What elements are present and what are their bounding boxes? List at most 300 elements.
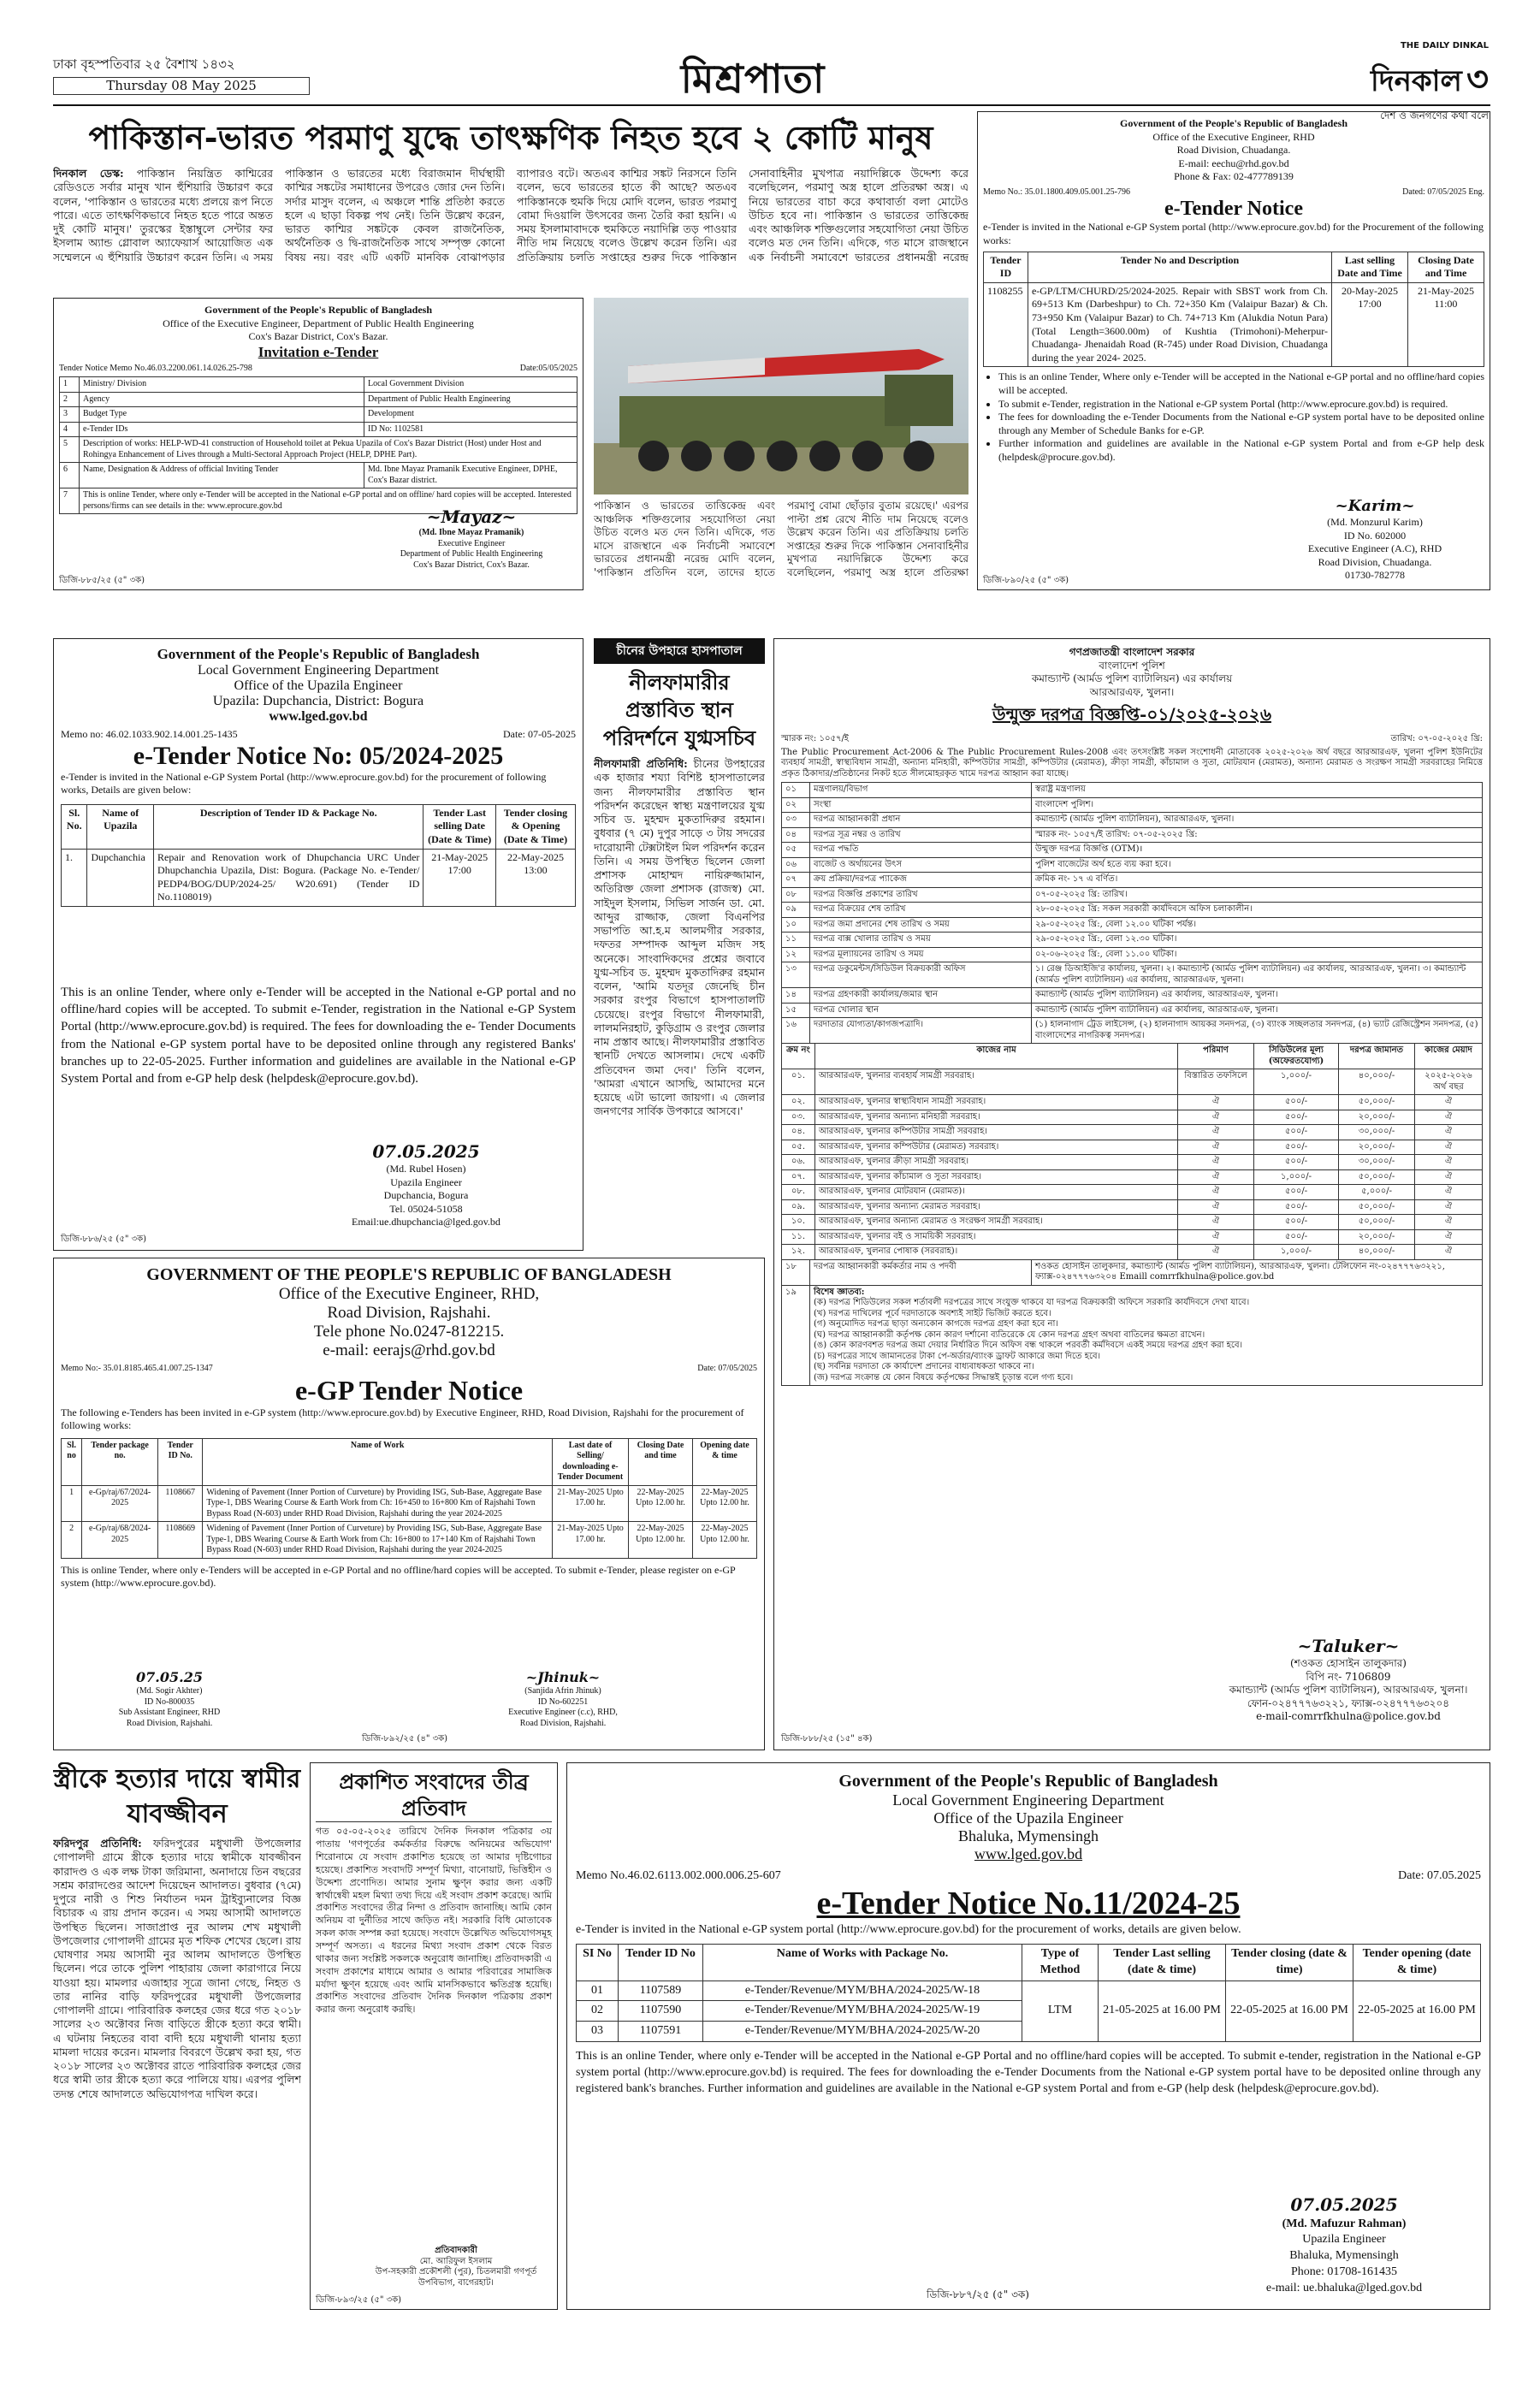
signature-mark: ~Karim~ (1335, 496, 1415, 515)
table-row (782, 1155, 1483, 1170)
cell: দরপত্র জমা প্রদানের শেষ তারিখ ও সময় (810, 917, 1032, 933)
sign-name: মো. আরিফুল ইসলাম (419, 2256, 493, 2266)
cell: 1. (62, 849, 87, 906)
table-row (782, 1003, 1483, 1018)
header-cell: Closing Date and Time (1408, 252, 1484, 282)
cell: 22-May-2025 Upto 12.00 hr. (629, 1485, 693, 1522)
sign-title: কমান্ড্যান্ট (আর্মড পুলিশ ব্যাটালিয়ন), আরআরএফ, খুলনা। (1229, 1684, 1468, 1696)
cell: ৫০০/- (1254, 1229, 1339, 1245)
sign-title: Upazila Engineer (390, 1175, 462, 1188)
sign-place: Bhaluka, Mymensingh (1289, 2249, 1399, 2263)
cell: ID No: 1102581 (364, 422, 578, 437)
cell: ঐ (1415, 1110, 1483, 1125)
cell: 03 (577, 2022, 619, 2042)
header-cell: Tender closing & Opening (Date & Time) (495, 804, 575, 849)
cell: বাজেট ও অর্থায়নের উৎস (810, 857, 1032, 873)
cell: বাংলাদেশ পুলিশ। (1032, 797, 1483, 813)
dphe-gov: Government of the People's Republic of Bangladesh (204, 304, 432, 316)
table-header (984, 252, 1484, 282)
cell: Widening of Pavement (Inner Portion of Curveture) by Providing ISG, Sub-Base, Aggregate Base Type-1, DBS Wearing Course & Earth Work from Ch: 16+800 to 17+140 Km of Rajshahi Town Bypass Road (N-603) under RHD Road Division, Rajshahi during the year 2024-2025 (203, 1522, 553, 1559)
table-header (782, 1044, 1483, 1069)
header-cell: Tender ID No. (158, 1438, 203, 1485)
dphe-signature (377, 506, 566, 571)
cell: স্মারক নং- ১০৫৭/ই তারিখ: ০৭-০৫-২০২৫ খ্রি: (1032, 827, 1483, 843)
header-cell: সিডিউলের মূল্য (অফেরতযোগ্য) (1254, 1044, 1339, 1069)
cell: ঐ (1415, 1245, 1483, 1260)
cell: ০১. (782, 1069, 815, 1095)
cell: Budget Type (80, 407, 364, 423)
cell: ০৪. (782, 1125, 815, 1140)
cell: 1 (60, 377, 80, 393)
cell: ১১. (782, 1229, 815, 1245)
sign-name: (Md. Mafuzur Rahman) (1282, 2217, 1407, 2230)
header-cell: Tender package no. (82, 1438, 158, 1485)
cell: দরপত্র ডকুমেন্টস/সিডিউল বিক্রয়কারী অফিস (810, 962, 1032, 988)
cell: ০৫. (782, 1140, 815, 1155)
table-row (782, 1285, 1483, 1386)
list-item: (ক) দরপত্র শিডিউলের সকল শর্তাবলী দরপত্রের সাথে সংযুক্ত থাকবে যা দরপত্র বিক্রয়কারী অফিসে সরকারি কার্যদিবসে দেখা যাবে। (814, 1298, 1250, 1308)
header-cell: দরপত্র জামানত (1339, 1044, 1415, 1069)
cell: ১৯ (782, 1285, 810, 1386)
protest-body: গত ০৫-০৫-২০২৫ তারিখে দৈনিক দিনকাল পত্রিকার ৩য় পাতায় 'গণপূর্তের কর্মকর্তার বিরুদ্ধে অনিয়মের অভিযোগ' শিরোনামে যে সংবাদ প্রকাশিত হয়েছে তা আমার দৃষ্টিগোচর হয়েছে। প্রকাশিত সংবাদটি সম্পূর্ণ মিথ্যা, বানোয়াট, ভিত্তিহীন ও উদ্দেশ্য প্রণোদিত। আমার সুনাম ক্ষুণ্ন করার জন্য একটি স্বার্থান্বেষী মহল মিথ্যা তথ্য দিয়ে এই সংবাদ প্রকাশ করেছে। আমি প্রকাশিত সংবাদের তীব্র নিন্দা ও প্রতিবাদ জানাচ্ছি। আমি কোন অনিয়ম বা দুর্নীতির সাথে জড়িত নই। সরকারি বিধি মোতাবেক সকল কাজ সম্পন্ন করা হয়েছে। সংবাদে উল্লেখিত অভিযোগসমূহ সম্পূর্ণ অসত্য। এ ধরনের মিথ্যা সংবাদ প্রকাশ থেকে বিরত থাকার জন্য সংশ্লিষ্ট সকলকে অনুরোধ জানাচ্ছি। প্রতিবাদকারী এ সংবাদ প্রকাশের মাধ্যমে আমার ও আমার পরিবারের সামাজিক মর্যাদা ক্ষুণ্ন হয়েছে এবং আমি মানসিকভাবে ক্ষতিগ্রস্ত হয়েছি। প্রকাশিত সংবাদের প্রতিবাদ দৈনিক দিনকাল পত্রিকায় প্রকাশ করার জন্য অনুরোধ করছি। (316, 1826, 552, 2016)
cell: 20-May-2025 17:00 (1332, 282, 1408, 367)
cell: দরপত্র গ্রহণকারী কার্যালয়/জমার স্থান (810, 988, 1032, 1004)
cell: ১,০০০/- (1254, 1169, 1339, 1185)
sign-phone: ফোন-০২৪৭৭৭৬৩২২১, ফ্যাক্স-০২৪৭৭৭৬৩২০৪ (1247, 1696, 1450, 1709)
cell: ঐ (1178, 1155, 1254, 1170)
cell: 1107591 (619, 2022, 703, 2042)
intro: e-Tender is invited in the National e-GP System Portal (http://www.eprocure.gov.bd) for the procurement of following works, Details are given below: (61, 770, 547, 796)
cell: ঐ (1178, 1125, 1254, 1140)
date: Date: 07-05-2025 (503, 728, 576, 740)
chuadanga-bullets (983, 370, 1484, 464)
cell: 22-May-2025 13:00 (495, 849, 575, 906)
table-row (782, 843, 1483, 858)
sign-phone: 01730-782778 (1345, 569, 1405, 582)
cell: শওকত হোসাইন তালুকদার, কমান্ড্যান্ট (আর্মড পুলিশ ব্যাটালিয়ন), আরআরএফ, খুলনা। টেলিফোন নং-০২৪৭৭৭৬৩২২১, ফ্যাক্স-০২৪৭৭৭৬৩২০৪ Emaill comrrfkhulna@police.gov.bd (1032, 1259, 1483, 1285)
phone-line: Tele phone No.0247-812215. (313, 1323, 505, 1341)
sign-id: ID No-602251 (537, 1696, 589, 1707)
cell: ১,০০০/- (1254, 1245, 1339, 1260)
footer-text: This is an online Tender, where only e-Tender will be accepted in the National e-GP Portal and no offline/hard copies will be accepted. To submit e-tender, registration in the National e-GP system portal (http://www.eprocure.gov.bd) is required. The fees for downloading the e-Tender Documents from the National e-GP system portal have to be deposited online through any registered bank's branches. Further information and guidelines are available in the National e-GP system Portal and from e-GP (help desk (helpdesk@eprocure.gov.bd). (576, 2050, 1481, 2096)
cell: Md. Ibne Mayaz Pramanik Executive Engineer, DPHE, Cox's Bazar district. (364, 463, 578, 488)
list-item: (ছ) সর্বনিম্ন দরদাতা কে কার্যাদেশ প্রদানের বাধ্যবাধকতা থাকবে না। (814, 1362, 1034, 1372)
sign-email: e-mail: ue.bhaluka@lged.gov.bd (1265, 2282, 1423, 2295)
header-cell: Type of Method (1022, 1944, 1099, 1981)
sign-title: Executive Engineer (437, 538, 506, 548)
khulna-info-table (781, 782, 1483, 1044)
cell: ০৬. (782, 1155, 815, 1170)
cell: ৪০,০০০/- (1339, 1069, 1415, 1095)
table-row (782, 827, 1483, 843)
protest-headline: প্রকাশিত সংবাদের তীব্র প্রতিবাদ (316, 1768, 552, 1822)
cell: ঐ (1178, 1095, 1254, 1110)
police-line: বাংলাদেশ পুলিশ (1099, 659, 1165, 672)
memo: Memo no: 46.02.1033.902.14.001.25-1435 (61, 728, 238, 740)
header-cell: Tender Last selling Date (Date & Time) (424, 804, 496, 849)
dphe-memo: Tender Notice Memo No.46.03.2200.061.14.026.25-798 (59, 363, 252, 373)
bhaluka-table (576, 1944, 1481, 2042)
cell: ঐ (1415, 1125, 1483, 1140)
date: তারিখ: ০৭-০৫-২০২৫ খ্রি: (1390, 734, 1483, 744)
sign-id: ID No-800035 (144, 1696, 195, 1707)
table-row (782, 903, 1483, 918)
cell: ঐ (1178, 1169, 1254, 1185)
header-cell: ক্রম নং (782, 1044, 815, 1069)
rajshahi-signature-2 (465, 1669, 661, 1729)
header-cell: Tender Last selling (date & time) (1099, 1944, 1226, 1981)
gov-line: Government of the People's Republic of Bangladesh (1120, 117, 1348, 129)
intro: e-Tender is invited in the National e-GP system portal (http://www.eprocure.gov.bd) for the procurement of works, details are given below. (576, 1922, 1241, 1936)
table-row (62, 1485, 757, 1522)
table-row (782, 813, 1483, 828)
date: Date: 07.05.2025 (1398, 1869, 1481, 1882)
cell: ১০ (782, 917, 810, 933)
cell: ০৬ (782, 857, 810, 873)
table-row (782, 1140, 1483, 1155)
cell: Dupchanchia (87, 849, 154, 906)
table-row (782, 887, 1483, 903)
dphe-date: Date:05/05/2025 (519, 363, 578, 373)
signature-date: 07.05.2025 (372, 1141, 480, 1163)
sign-phone: Tel. 05024-51058 (389, 1202, 463, 1215)
cell: ০৭-০৫-২০২৫ খ্রি: তারিখ। (1032, 887, 1483, 903)
header-cell: Last selling Date and Time (1332, 252, 1408, 282)
cell: ক্রয় প্রক্রিয়া/দরপত্র প্যাকেজ (810, 873, 1032, 888)
cell: ৫০,০০০/- (1339, 1215, 1415, 1230)
sign-place: Road Division, Rajshahi. (519, 1718, 607, 1728)
cell: ১৬ (782, 1018, 810, 1044)
chuadanga-table (983, 252, 1484, 368)
ad-ref: ডিজি-৮৮৮/২৫ (১৫" ৪ক) (781, 1733, 873, 1744)
cell: e-Tender/Revenue/MYM/BHA/2024-2025/W-20 (703, 2022, 1022, 2042)
table-row (60, 377, 578, 393)
table-row (60, 407, 578, 423)
table-row (782, 857, 1483, 873)
paper-slogan: দেশ ও জনগণের কথা বলে (1380, 109, 1489, 121)
list-item: (গ) অনুমোদিত দরপত্র ছাড়া অন্যকোন কাগজে দরপত্র গ্রহণ করা হবে না। (814, 1319, 1058, 1329)
lead-body-wrap (53, 167, 968, 273)
web-line: www.lged.gov.bd (974, 1845, 1083, 1862)
cell: Department of Public Health Engineering (364, 392, 578, 407)
cell: ২৮-০৫-২০২৫ খ্রি: সকল সরকারী কার্যদিবসে অফিস চলাকালীন। (1032, 903, 1483, 918)
cell: কমান্ড্যান্ট (আর্মড পুলিশ ব্যাটালিয়ন) এর কার্যালয়, আরআরএফ, খুলনা। (1032, 1003, 1483, 1018)
signature-mark: ~Mayaz~ (426, 506, 517, 527)
cell: ৫০০/- (1254, 1199, 1339, 1215)
cell: দরপত্র বিক্রয়ের শেষ তারিখ (810, 903, 1032, 918)
cell: 7 (60, 488, 80, 514)
cell: ঐ (1178, 1185, 1254, 1200)
division-line: Road Division, Rajshahi. (327, 1304, 491, 1322)
table-row (782, 1069, 1483, 1095)
table-row (782, 988, 1483, 1004)
cell: কমান্ড্যান্ট (আর্মড পুলিশ ব্যাটালিয়ন), আরআরএফ, খুলনা। (1032, 813, 1483, 828)
cell: ৩০,০০০/- (1339, 1155, 1415, 1170)
ad-ref: ডিজি-৮৮৫/২৫ (৫" ৩ক) (59, 575, 145, 585)
cell: Name, Designation & Address of official Inviting Tender (80, 463, 364, 488)
cell: 1108667 (158, 1485, 203, 1522)
cell: ৫০০/- (1254, 1185, 1339, 1200)
cell: আরআরএফ, খুলনার অন্যান্য মেরামত ও সংরক্ষণ সামগ্রী সরবরাহ। (815, 1215, 1178, 1230)
cell: ২০,০০০/- (1339, 1229, 1415, 1245)
cell: ৫০,০০০/- (1339, 1199, 1415, 1215)
khulna-items-table (781, 1043, 1483, 1260)
cell: দরপত্র সূত্র নম্বর ও তারিখ (810, 827, 1032, 843)
dphe-office: Office of the Executive Engineer, Department of Public Health Engineering (163, 317, 474, 329)
cell: দরদাতার যোগ্যতা/কাগজপত্রাদি। (810, 1018, 1032, 1044)
table-row (782, 1018, 1483, 1044)
date-bn: ঢাকা বৃহস্পতিবার ২৫ বৈশাখ ১৪৩২ (53, 56, 235, 72)
cell: 1107590 (619, 2001, 703, 2022)
gov-line: GOVERNMENT OF THE PEOPLE'S REPUBLIC OF BANGLADESH (146, 1265, 672, 1284)
khulna-contact-table (781, 1259, 1483, 1387)
cell: ০৮ (782, 887, 810, 903)
cell: ৫,০০০/- (1339, 1185, 1415, 1200)
masthead-rule (53, 104, 1490, 106)
cell: দরপত্র মূল্যায়নের তারিখ ও সময় (810, 947, 1032, 962)
cell: 1107589 (619, 1981, 703, 2001)
dept-line: Local Government Engineering Department (197, 663, 440, 678)
cell: আরআরএফ, খুলনার বই ও সাময়িকী সরবরাহ। (815, 1229, 1178, 1245)
dupchanchia-table (61, 804, 576, 907)
cell: আরআরএফ, খুলনার ব্যবহার্য সামগ্রী সরবরাহ। (815, 1069, 1178, 1095)
cell: আরআরএফ, খুলনার অন্যান্য মনিহারী সরবরাহ। (815, 1110, 1178, 1125)
notes-cell (810, 1285, 1483, 1386)
lead-body: পাকিস্তান নিয়ন্ত্রিত কাশ্মিরের রেডিওতে সর্বার মানুষ খান হুঁশিয়ারি উচ্চারণ করে বলেন, 'পাকিস্তান ও ভারতের মধ্যে প্রলয়ে রূপ নিতে পারে। এতে তাৎক্ষণিকভাবে নিহত হতে পারে অন্তত দুই কোটি মানুষ।' তুরস্কের ইস্তাম্বুলে সেন্টার ফর ইসলাম অ্যান্ড গ্লোবাল অ্যাফেয়ার্স আয়োজিত এক সম্মেলনে এ হুঁশিয়ারি উচ্চারণ করেন তিনি। এ সময় পাকিস্তান ও ভারতের মধ্যে বিরাজমান দীর্ঘস্থায়ী কাশ্মির সঙ্কটের সমাধানের উপরেও জোর দেন তিনি। সর্দার মাসুদ বলেন, এ অঞ্চলে শান্তি প্রতিষ্ঠা করতে হলে এ ছাড়া বিকল্প পথ নেই। তিনি উল্লেখ করেন, ভারত কাশ্মির সঙ্কটকে কেবল রাজনৈতিক, অর্থনৈতিক ও দ্বি-রাজনৈতিক সাথে সম্পৃক্ত কোনো বিষয় নয়। বরং এটি একটি মানবিক বোঝাপড়ার ব্যাপারও বটে। অতএব কাশ্মির সঙ্কট নিরসনে তিনি বলেন, ভবে ভারতের হাতে কী আছে? অতএব পাকিস্তানকে হুমকি দিয়ে মোদি বলেন, ভারত পরমাণু বোমা দিওয়ালি উৎসবের জন্য তৈরি করা হয়নি। এ সময় ইসলামাবাদকে হুমকিতে নয়াদিল্লি তড় পাওয়ার নীতি দাম নিয়েছে বলেও উল্লেখ করেন তিনি। এর প্রতিক্রিয়ায় চলতি সপ্তাহের শুরুর দিকে পাকিস্তান সেনাবাহিনীর মুখপাত্র নয়াদিল্লিকে উদ্দেশ্য করে বলেছিলেন, পরমাণু অস্ত্র হালে প্রতিরক্ষা অস্ত্র। এ নিয়ে ভারতের বাচা করে কথাবার্তা বলা মোটেও উচিত হবে না। পাকিস্তান ও ভারতের তাত্তিকেন্দ্র এবং আঞ্চলিক শক্তিগুলোর সহযোগিতা নেয়া উচিত বলেও মত দেন তিনি। এদিকে, গত মাসে রাজস্থানে এক নির্বাচনী সমাবেশে ভারতের প্রধানমন্ত্রী নরেন্দ্র (53, 167, 968, 263)
ad-ref: ডিজি-৮৮৭/২৫ (৫" ৩ক) (927, 2288, 1029, 2301)
cell: 4 (60, 422, 80, 437)
cell: ১৫ (782, 1003, 810, 1018)
cell: ঐ (1415, 1140, 1483, 1155)
story-headline: নীলফামারীর প্রস্তাবিত স্থান পরিদর্শনে যুগ্মসচিব (602, 670, 756, 750)
cell: আরআরএফ, খুলনার মোটরযান (মেরামত)। (815, 1185, 1178, 1200)
cell: e-Tender/Revenue/MYM/BHA/2024-2025/W-19 (703, 2001, 1022, 2022)
list-item: • This is an online Tender, Where only e-Tender will be accepted in the National e-GP portal and no offline/hard copies will be accepted. (998, 370, 1484, 397)
cell: ঐ (1178, 1140, 1254, 1155)
cell: দরপত্র বিজ্ঞপ্তি প্রকাশের তারিখ (810, 887, 1032, 903)
cell: 6 (60, 463, 80, 488)
header-cell: Description of Tender ID & Package No. (154, 804, 424, 849)
cell: ২০,০০০/- (1339, 1140, 1415, 1155)
table-row (782, 1215, 1483, 1230)
sign-id: ID No. 602000 (1343, 529, 1407, 542)
cell: ১০. (782, 1215, 815, 1230)
cell: ০৯. (782, 1199, 815, 1215)
cell: 1108669 (158, 1522, 203, 1559)
notes-title: বিশেষ জ্ঞাতব্য: (814, 1287, 865, 1297)
cell: ঐ (1415, 1215, 1483, 1230)
memo-line (61, 1364, 757, 1375)
sign-phone: Phone: 01708-161435 (1290, 2265, 1398, 2279)
cell: ০৭ (782, 873, 810, 888)
header-cell: Tender opening (date & time) (1353, 1944, 1481, 1981)
sign-name: (Sanjida Afrin Jhinuk) (524, 1686, 601, 1696)
cell: Development (364, 407, 578, 423)
cell: আরআরএফ, খুলনার কম্পিউটার (মেরামত) সরবরাহ। (815, 1140, 1178, 1155)
story-dateline: ফরিদপুর প্রতিনিধি: (53, 1837, 142, 1850)
sign-email: e-mail-comrrfkhulna@police.gov.bd (1256, 1710, 1441, 1723)
cell: ৫০,০০০/- (1339, 1095, 1415, 1110)
cell: উন্মুক্ত দরপত্র বিজ্ঞপ্তি (OTM)। (1032, 843, 1483, 858)
cell: ১৮ (782, 1259, 810, 1285)
table-header (62, 804, 576, 849)
paper-name: দিনকাল (1371, 63, 1462, 98)
cell: ৫০০/- (1254, 1140, 1339, 1155)
sign-name: (Md. Sogir Akhter) (136, 1686, 203, 1696)
header-cell: Name of Works with Package No. (703, 1944, 1022, 1981)
header-cell: Opening date & time (693, 1438, 757, 1485)
cell: দরপত্র খোলার স্থান (810, 1003, 1032, 1018)
sign-place: Road Division, Chuadanga. (1318, 555, 1432, 568)
table-row (782, 1259, 1483, 1285)
cell: ঐ (1415, 1229, 1483, 1245)
signature-date: 07.05.25 (136, 1669, 203, 1685)
date: Dated: 07/05/2025 Eng. (1402, 187, 1484, 197)
cell: আরআরএফ, খুলনার কম্পিউটার সামগ্রী সরবরাহ। (815, 1125, 1178, 1140)
cell: ২৯-০৫-২০২৫ খ্রি:, বেলা ১২.০০ ঘটিকা পর্যন্ত। (1032, 917, 1483, 933)
sign-label: প্রতিবাদকারী (435, 2246, 477, 2255)
cell: ঐ (1178, 1199, 1254, 1215)
protest-signature (362, 2246, 550, 2288)
sign-bp: বিপি নং- 7106809 (1306, 1670, 1391, 1683)
notice-title: e-Tender Notice (1164, 198, 1303, 221)
cell: ০৩ (782, 813, 810, 828)
table-row (782, 1199, 1483, 1215)
photo-caption: পাকিস্তান ও ভারতের তাত্তিকেন্দ্র এবং আঞ্চলিক শক্তিগুলোর সহযোগিতা নেয়া উচিত বলেও মত দেন তিনি। এদিকে, গত মাসে রাজস্থানে এক নির্বাচনী সমাবেশে ভারতের প্রধানমন্ত্রী নরেন্দ্র মোদি বলেন, 'পাকিস্তান প্রতিদিন বলে, তাদের হাতে পরমাণু বোমা ছোঁড়ার বুতাম রয়েছে।' এরপর পাল্টা প্রশ্ন রেখে নীতি দাম নিয়েছে বলেও উল্লেখ করেন তিনি। এর প্রতিক্রিয়ায় চলতি সপ্তাহের শুরুর দিকে পাকিস্তান সেনাবাহিনীর মুখপাত্র নয়াদিল্লিকে উদ্দেশ্য করে বলেছিলেন, পরমাণু অস্ত্র হালে প্রতিরক্ষা (594, 500, 968, 578)
cell: ৫০,০০০/- (1339, 1169, 1415, 1185)
cell: 2 (60, 392, 80, 407)
place-line: Upazila: Dupchancia, District: Bogura (212, 694, 424, 708)
intro: The Public Procurement Act-2006 & The Public Procurement Rules-2008 এবং তৎসংশ্লিষ্ট সকল সংশোধনী মোতাবেক ২০২৫-২০২৬ অর্থ বছরে আরআরএফ, খুলনা পুলিশ ইউনিটের ব্যবহার্য সামগ্রী, স্বাস্থ্যবিধান সামগ্রী, অন্যান্য মনিহারী, কম্পিউটার সামগ্রী, কম্পিউটার (মেরামত), ক্রীড়া সামগ্রী, কাঁচামাল ও সুতা, মোটরযান (মেরামত), অন্যান্য মেরামত ও সংরক্ষণ সামগ্রী সরবরাহের নিমিত্তে প্রকৃত ঠিকাদার/প্রতিষ্ঠানের নিকট হতে সীলমোহরকৃত খামে দরপত্র আহ্বান করা যাচ্ছে। (781, 747, 1483, 779)
table-row (782, 1185, 1483, 1200)
memo-line (983, 187, 1484, 198)
cell: ২৯-০৫-২০২৫ খ্রি:, বেলা ১২.৩০ ঘটিকা। (1032, 933, 1483, 948)
cell: ১। রেঞ্জ ডিআইজি'র কার্যালয়, খুলনা। ২। কমান্ড্যান্ট (আর্মড পুলিশ ব্যাটালিয়ন) এর কার্যালয়, আরআরএফ, খুলনা। ৩। কমান্ড্যান্ট (আর্মড পুলিশ ব্যাটালিয়ন) এর কার্যালয়, আরআরএফ, খুলনা। (1032, 962, 1483, 988)
cell: দরপত্র বাক্স খোলার তারিখ ও সময় (810, 933, 1032, 948)
paper-small-name: THE DAILY DINKAL (1400, 41, 1489, 50)
cell: ১২. (782, 1245, 815, 1260)
intro: e-Tender is invited in the National e-GP System portal (http://www.eprocure.gov.bd) for the Procurement of the following works: (983, 221, 1484, 247)
header-cell: পরিমাণ (1178, 1044, 1254, 1069)
story-body-wrap (594, 757, 765, 1119)
sign-email: Email:ue.dhupchancia@lged.gov.bd (352, 1216, 500, 1229)
table-row (782, 1095, 1483, 1110)
cell: ০২-০৬-২০২৫ খ্রি:, বেলা ১১.০০ ঘটিকা। (1032, 947, 1483, 962)
dphe-title: Invitation e-Tender (258, 343, 379, 360)
protest-notice (310, 1762, 558, 2310)
cell: ৩০,০০০/- (1339, 1125, 1415, 1140)
ad-dphe (53, 298, 583, 590)
cell: 1 (62, 1485, 82, 1522)
sign-name: (Md. Rubel Hosen) (386, 1163, 466, 1175)
cell: ০৯ (782, 903, 810, 918)
memo-line (576, 1868, 1481, 1885)
cell: ক্রমিক নং- ১৭ এ বর্ণিত। (1032, 873, 1483, 888)
header-cell: SI No (577, 1944, 619, 1981)
list-item: (চ) দরপত্রের সাথে জামানতের টাকা পে-অর্ডার/ব্যাংক ড্রাফট আকারে জমা দিতে হবে। (814, 1351, 1101, 1361)
cell: আরআরএফ, খুলনার ক্রীড়া সামগ্রী সরবরাহ। (815, 1155, 1178, 1170)
signature-mark: ~Taluker~ (1297, 1636, 1400, 1657)
division-line: Road Division, Chuadanga. (1176, 144, 1291, 157)
dupchanchia-signature (328, 1140, 524, 1229)
list-item: (ঘ) দরপত্র আহ্বানকারী কর্তৃপক্ষ কোন কারণ দর্শানো ব্যতিরেকে যে কোন দরপত্র গ্রহণ অথবা বাতিলের ক্ষমতা রাখেন। (814, 1329, 1205, 1340)
table-row (62, 849, 576, 906)
header-cell: কাজের মেয়াদ (1415, 1044, 1483, 1069)
cell: Ministry/ Division (80, 377, 364, 393)
list-item: (জ) দরপত্র সংক্রান্ত যে কোন বিষয়ে কর্তৃপক্ষের সিদ্ধান্তই চূড়ান্ত বলে গণ্য হবে। (814, 1372, 1074, 1383)
office-line: Office of the Upazila Engineer (933, 1809, 1123, 1827)
table-row (782, 1245, 1483, 1260)
cell: ৫০০/- (1254, 1215, 1339, 1230)
cell: ২০২৫-২০২৬ অর্থ বছর (1415, 1069, 1483, 1095)
header-cell: Closing Date and time (629, 1438, 693, 1485)
ad-ref: ডিজি-৮৮৬/২৫ (৫" ৩ক) (61, 1234, 146, 1244)
sign-office: Department of Public Health Engineering (400, 549, 543, 559)
cell: ঐ (1178, 1245, 1254, 1260)
cell: Agency (80, 392, 364, 407)
list-item: • Further information and guidelines are available in the National e-GP system Portal and from e-GP help desk (helpdesk@procure.gov.bd). (998, 437, 1484, 464)
cell: দরপত্র আহ্বানকারী প্রধান (810, 813, 1032, 828)
memo: স্মারক নং: ১০৫৭/ই (781, 734, 850, 744)
sign-place: Cox's Bazar District, Cox's Bazar. (413, 560, 530, 570)
ad-dupchanchia (53, 638, 583, 1251)
table-row (62, 1522, 757, 1559)
table-row (782, 933, 1483, 948)
list-item: • To submit e-Tender, registration in the National e-GP system Portal (http://www.eprocure.gov.bd) is required. (998, 398, 1484, 411)
sign-place: Road Division, Rajshahi. (126, 1718, 213, 1728)
cell: ঐ (1178, 1229, 1254, 1245)
table-row (782, 917, 1483, 933)
cell: 5 (60, 437, 80, 463)
cell: 21-May-2025 Upto 17.00 hr. (553, 1485, 629, 1522)
notice-title: উন্মুক্ত দরপত্র বিজ্ঞপ্তি-০১/২০২৫-২০২৬ (992, 704, 1271, 725)
cell: ০২ (782, 797, 810, 813)
cell: ৫০০/- (1254, 1155, 1339, 1170)
cell: 21-May-2025 11:00 (1408, 282, 1484, 367)
cell: দরপত্র আহ্বানকারী কর্মকর্তার নাম ও পদবী (810, 1259, 1032, 1285)
table-header (62, 1438, 757, 1485)
story-murder (53, 1762, 301, 2310)
table-row (577, 1981, 1481, 2001)
table-row (782, 1229, 1483, 1245)
cell: দরপত্র পদ্ধতি (810, 843, 1032, 858)
cell: ঐ (1178, 1215, 1254, 1230)
table-row (984, 282, 1484, 367)
story-body: চীনের উপহারের এক হাজার শয্যা বিশিষ্ট হাসপাতালের জন্য নীলফামারীর প্রস্তাবিত স্থান পরিদর্শন করেছেন স্বাস্থ্য মন্ত্রণালয়ের যুগ্ম সচিব ড. মুহম্মদ মুকতাদিরুর রহমান। বুধবার (৭ মে) দুপুর সাড়ে ৩ টায় সদরের দারোয়ানী টেক্সটাইল মিল পরিদর্শন করেন তিনি। এ সময় উপস্থিত ছিলেন জেলা প্রশাসক মোহাম্মদ নায়িরুজ্জামান, অতিরিক্ত জেলা প্রশাসক (রাজস্ব) মো. সাইদুল ইসলাম, সিভিল সার্জন ডা. মো. আব্দুর রাজ্জাক, জেলা বিএনপির সভাপতি আ.হ.ম আলমগীর সরকার, দফতর সম্পাদক আব্দুল মজিদ সহ অনেকে। সাংবাদিকদের প্রশ্নের জবাবে যুগ্ম-সচিব ড. মুহম্মদ মুকতাদিরুর রহমান বলেন, 'আমি যতদূর জেনেছি চীন সরকার রংপুর বিভাগে হাসপাতালটি চেয়েছে। রংপুর বিভাগে নীলফামারী, লালমনিরহাট, কুড়িগ্রাম ও রংপুর জেলার নাম প্রস্তাব আছে। নীলফামারীর প্রস্তাবিত স্থানটি দেখতে আসলাম। দেখে একটি প্রতিবেদন জমা দেব।' তিনি বলেন, 'আমরা এখানে আসছি, আমাদের মনে হয়েছে এটা ভালো জায়গা। এ জেলার জনগণের সার্বিক উপকারে আসবে।' (594, 757, 765, 1118)
cell: ০৮. (782, 1185, 815, 1200)
sign-title: Upazila Engineer (1302, 2233, 1386, 2247)
cell: Widening of Pavement (Inner Portion of Curveture) by Providing ISG, Sub-Base, Aggregate Base Type-1, DBS Wearing Course & Earth Work from Ch: 16+450 to 16+800 Km of Rajshahi Town Bypass Road (N-603) under RHD Road Division, Rajshahi during the year 2024-2025 (203, 1485, 553, 1522)
memo: Memo No.: 35.01.1800.409.05.001.25-796 (983, 187, 1130, 197)
cell: e-Gp/raj/67/2024-2025 (82, 1485, 158, 1522)
cell: e-Tender IDs (80, 422, 364, 437)
office-line: Office of the Upazila Engineer (234, 678, 403, 693)
cell: 22-May-2025 Upto 12.00 hr. (693, 1522, 757, 1559)
cell: 22-May-2025 Upto 12.00 hr. (629, 1522, 693, 1559)
date-en: Thursday 08 May 2025 (53, 77, 310, 96)
place-line: আরআরএফ, খুলনা। (1089, 685, 1175, 698)
cell: 02 (577, 2001, 619, 2022)
table-row (782, 1169, 1483, 1185)
chuadanga-signature (1272, 496, 1478, 583)
date: Date: 07/05/2025 (697, 1364, 757, 1373)
story-body-wrap (53, 1837, 301, 2101)
dphe-table (59, 376, 578, 514)
sign-title: Executive Engineer (A.C), RHD (1307, 542, 1442, 555)
cell: ঐ (1415, 1199, 1483, 1215)
table-row (782, 962, 1483, 988)
memo-line (781, 734, 1483, 745)
